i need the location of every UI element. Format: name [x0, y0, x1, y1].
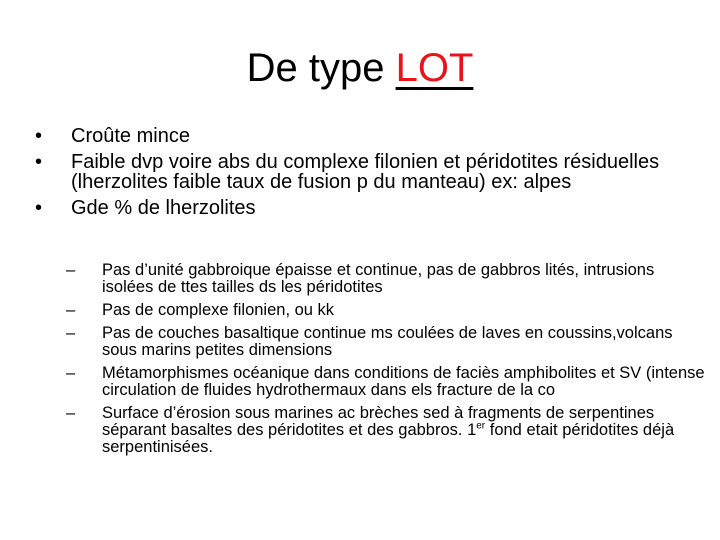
title-prefix: De type: [246, 46, 396, 90]
bullet-item: • Faible dvp voire abs du complexe filonien et péridotites résiduelles (lherzolites faible taux de fusion p du manteau) ex: alpes: [35, 152, 705, 192]
title-accent: LOT: [395, 46, 474, 90]
sub-bullet-item: [66, 405, 706, 456]
sub-bullet-item: – Pas d’unité gabbroique épaisse et continue, pas de gabbros lités, intrusions isolées de ttes tailles ds les péridotites: [66, 262, 706, 296]
sub-bullet-item: – Pas de complexe filonien, ou kk: [66, 302, 706, 319]
bullet-item: • Gde % de lherzolites: [35, 198, 705, 218]
sub-bullet-item: – Métamorphismes océanique dans conditions de faciès amphibolites et SV (intense circulation de fluides hydrothermaux dans els fracture de la co: [66, 365, 706, 399]
sub-bullet-list: [66, 262, 706, 462]
sub-bullet-item: – Pas de couches basaltique continue ms coulées de laves en coussins,volcans sous marins petites dimensions: [66, 325, 706, 359]
superscript: er: [476, 420, 486, 432]
bullet-item: • Croûte mince: [35, 126, 705, 146]
sub-bullet-text: Surface d’érosion sous marines ac brèches sed à fragments de serpentines séparant basaltes des péridotites et des gabbros. 1: [102, 404, 655, 439]
bullet-list: [35, 126, 705, 224]
slide-title: [0, 42, 720, 94]
sub-bullet-text: fond etait péridotites déjà serpentinisées.: [102, 421, 675, 456]
